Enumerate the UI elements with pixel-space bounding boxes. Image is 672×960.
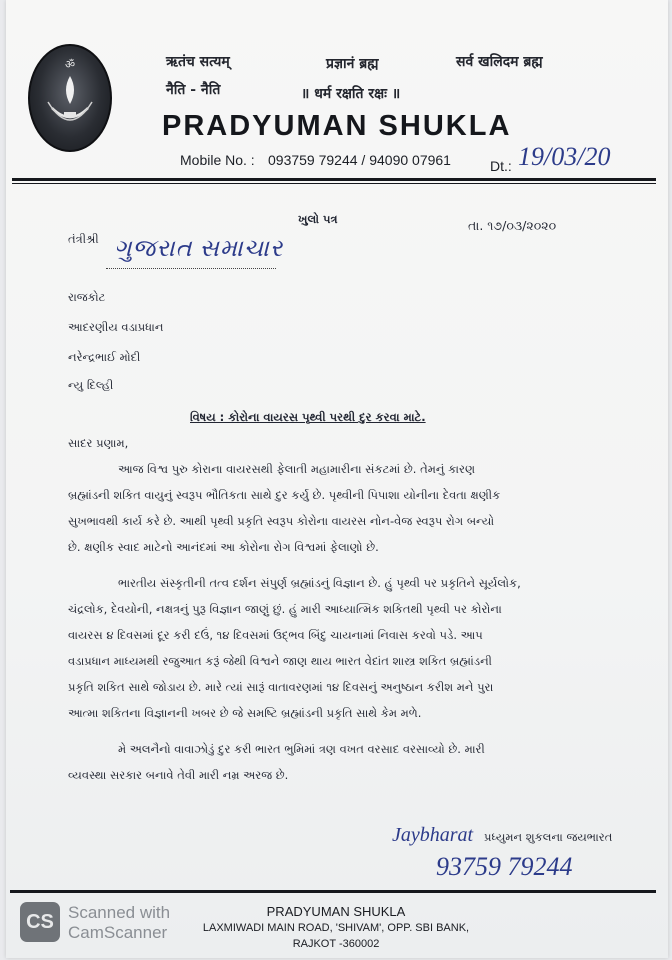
footer-city: RAJKOT -360002 [292,938,380,950]
watermark-line1: Scanned with [68,903,171,922]
footer-address: LAXMIWADI MAIN ROAD, 'SHIVAM', OPP. SBI BANK, [202,922,470,934]
date-handwritten: 19/03/20 [518,142,611,171]
motto-rtam-satyam: ऋतंच सत्यम् [166,54,230,70]
addressee-handwritten: ગુજરાત સમાચાર [114,236,284,262]
camscanner-logo: CS [20,902,60,942]
body-line: વડાપ્રધાન માધ્યમથી રજુઆત કરૂં જેથી વિશ્વને જાણ થાય ભારત વેદાંત શાસ્ત્ર શકિત બ્રહ્માંડની [68,654,492,668]
letter-date: તા. ૧૭/૦૩/૨૦૨૦ [468,218,557,233]
body-line: સુખભાવથી કાર્ય કરે છે. આથી પૃથ્વી પ્રકૃતિ સ્વરૂપ કોરોના વાયરસ નોન-વેજ સ્વરૂપ રોગ બન્યો [68,514,495,528]
subject-line: વિષય : કોરોના વાયરસ પૃથ્વી પરથી દુર કરવા માટે. [190,410,426,424]
body-line: બ્રહ્માંડની શકિત વાયુનું સ્વરૂપ ભૌતિકતા સાથે દુર કર્યુ છે. પૃથ્વીની પિપાશા યોનીના દેવતા ક્ષણીક [68,488,501,502]
letter-page [6,0,668,958]
mobile-numbers: 093759 79244 / 94090 07961 [268,152,451,168]
date-label: Dt.: [490,158,512,174]
signature-name: પ્રધ્યુમન શુકલના જયભારત [484,830,613,844]
footer-name: PRADYUMAN SHUKLA [266,904,406,919]
address-line: ન્યુ દિલ્હી [68,378,114,392]
motto-dharma-rakshati: ॥ धर्म रक्षति रक्षः ॥ [301,86,401,102]
letter-heading: ખુલો પત્ર [298,212,338,226]
body-line: વ્યવસ્થા સરકાર બનાવે તેવી મારી નમ્ર અરજ છે. [68,768,289,782]
body-line: આત્મા શકિતના વિજ્ઞાનની ખબર છે જે સમષ્ટિ બ્રહ્માંડની પ્રકૃતિ સાથે કેમ મળે. [68,706,422,720]
motto-neti-neti: नैति - नैति [166,82,221,98]
letterhead-name: PRADYUMAN SHUKLA [162,110,512,142]
body-line: પ્રકૃતિ શકિત સાથે જોડાય છે. મારે ત્યાં સારૂં વાતાવરણમાં ૧૪ દિવસનું અનુષ્ઠાન કરીશ મને પુરા [68,680,494,694]
body-line: મે અલનૈનો વાવાઝોડું દુર કરી ભારત ભુમિમાં ત્રણ વખત વરસાદ વરસાવ્યો છે. મારી [118,742,485,756]
motto-sarvam-khalvidam: सर्व खलिदम ब्रह्म [456,54,543,70]
header-divider-thin [12,183,656,184]
signature-handwritten: Jaybharat [392,824,474,846]
body-line: આજ વિશ્વ પુરુ કોરાના વાયરસથી ફેલાતી મહામારીના સંકટમાં છે. તેમનું કારણ [118,462,475,476]
motto-prajnanam-brahma: प्रज्ञानं ब्रह्म [326,56,379,72]
header-divider [12,178,656,181]
om-lamp-emblem-icon [28,44,112,152]
mobile-label: Mobile No. : [180,152,255,168]
address-line: રાજકોટ [68,290,106,304]
address-line: આદરણીય વડાપ્રધાન [68,320,164,334]
body-line: ભારતીય સંસ્કૃતીની તત્વ દર્શન સંપુર્ણ બ્રહ્માંડનું વિજ્ઞાન છે. હું પૃથ્વી પર પ્રકૃતિને સૂર્યલોક, [118,576,521,590]
addressee-label: તંત્રીશ્રી [68,232,99,246]
body-line: છે. ક્ષણીક સ્વાદ માટેનો આનંદમાં આ કોરોના રોગ વિશ્વમાં ફેલાણો છે. [68,540,379,554]
watermark-line2: CamScanner [68,923,168,942]
body-line: ચંદ્રલોક, દેવયોની, નક્ષત્રનું પુરૂ વિજ્ઞાન જાણું છું. હું મારી આધ્યાત્મિક શકિતથી પૃથ્વી પર કોરોના [68,602,502,616]
address-line: નરેન્દ્રભાઈ મોદી [68,350,141,364]
addressee-dotted-line [106,268,276,269]
footer-divider [10,890,656,893]
signature-phone-handwritten: 93759 79244 [436,852,573,881]
svg-text:ॐ: ॐ [64,58,76,71]
salutation: સાદર પ્રણામ, [68,436,129,450]
body-line: વાયરસ ૪ દિવસમાં દૂર કરી દઉં, ૧૪ દિવસમાં ઉદ્ભવ બિંદુ ચાયનામાં નિવાસ કરવો પડે. આપ [68,628,483,642]
